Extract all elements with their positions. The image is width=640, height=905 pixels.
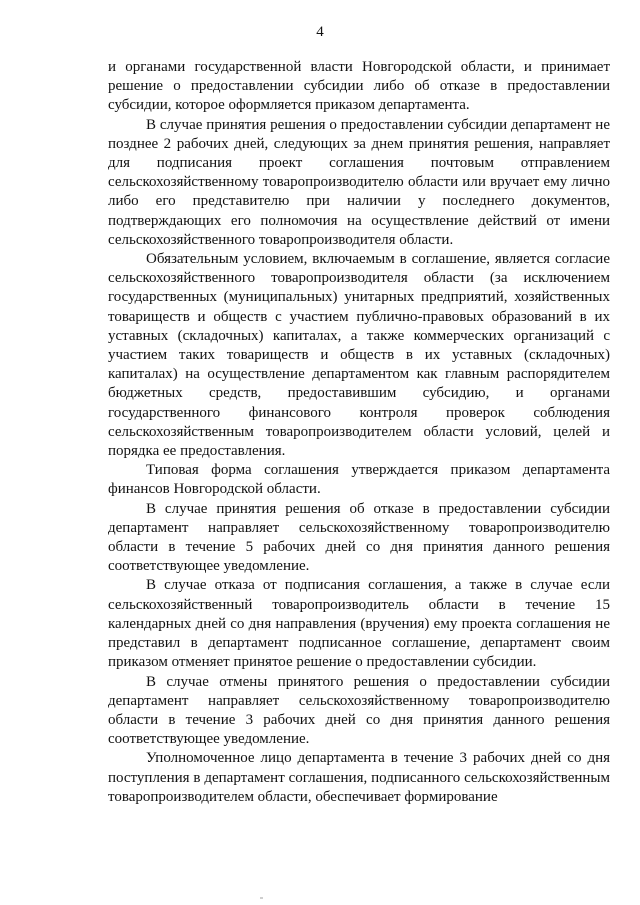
scan-mark bbox=[260, 897, 263, 899]
paragraph-7: В случае отмены принятого решения о предоставлении субсидии департамент направляет сельскохозяйственному товаропроизводителю области в течение 3 рабочих дней со дня принятия данного решения соответствующее уведомление. bbox=[108, 673, 610, 748]
document-body bbox=[108, 58, 610, 807]
page-number: 4 bbox=[316, 24, 324, 40]
paragraph-2: В случае принятия решения о предоставлении субсидии департамент не позднее 2 рабочих дней, следующих за днем принятия решения, направляет для подписания проект соглашения почтовым отправлением сельскохозяйственному товаропроизводителю области или вручает ему лично либо его представителю при наличии у последнего документов, подтверждающих его полномочия на осуществление действий от имени сельскохозяйственного товаропроизводителя области. bbox=[108, 116, 610, 248]
paragraph-1: и органами государственной власти Новгородской области, и принимает решение о предоставлении субсидии либо об отказе в предоставлении субсидии, которое оформляется приказом департамента. bbox=[108, 59, 610, 114]
paragraph-5: В случае принятия решения об отказе в предоставлении субсидии департамент направляет сельскохозяйственному товаропроизводителю области в течение 5 рабочих дней со дня принятия данного решения соответствующее уведомление. bbox=[108, 500, 610, 575]
paragraph-8: Уполномоченное лицо департамента в течение 3 рабочих дней со дня поступления в департамент соглашения, подписанного сельскохозяйственным товаропроизводителем области, обеспечивает формирование bbox=[108, 750, 610, 805]
paragraph-6: В случае отказа от подписания соглашения, а также в случае если сельскохозяйственный товаропроизводитель области в течение 15 календарных дней со дня направления (вручения) ему проекта соглашения не представил в департамент подписанное соглашение, департамент своим приказом отменяет принятое решение о предоставлении субсидии. bbox=[108, 577, 610, 671]
paragraph-4: Типовая форма соглашения утверждается приказом департамента финансов Новгородской области. bbox=[108, 462, 610, 498]
paragraph-3: Обязательным условием, включаемым в соглашение, является согласие сельскохозяйственного товаропроизводителя области (за исключением государственных (муниципальных) унитарных предприятий, хозяйственных товариществ и обществ с участием публично-правовых образований в их уставных (складочных) капиталах, а также коммерческих организаций с участием таких товариществ и обществ в их уставных (складочных) капиталах) на осуществление департаментом как главным распорядителем бюджетных средств, предоставившим субсидию, и органами государственного финансового контроля проверок соблюдения сельскохозяйственным товаропроизводителем области условий, целей и порядка ее предоставления. bbox=[108, 251, 610, 460]
